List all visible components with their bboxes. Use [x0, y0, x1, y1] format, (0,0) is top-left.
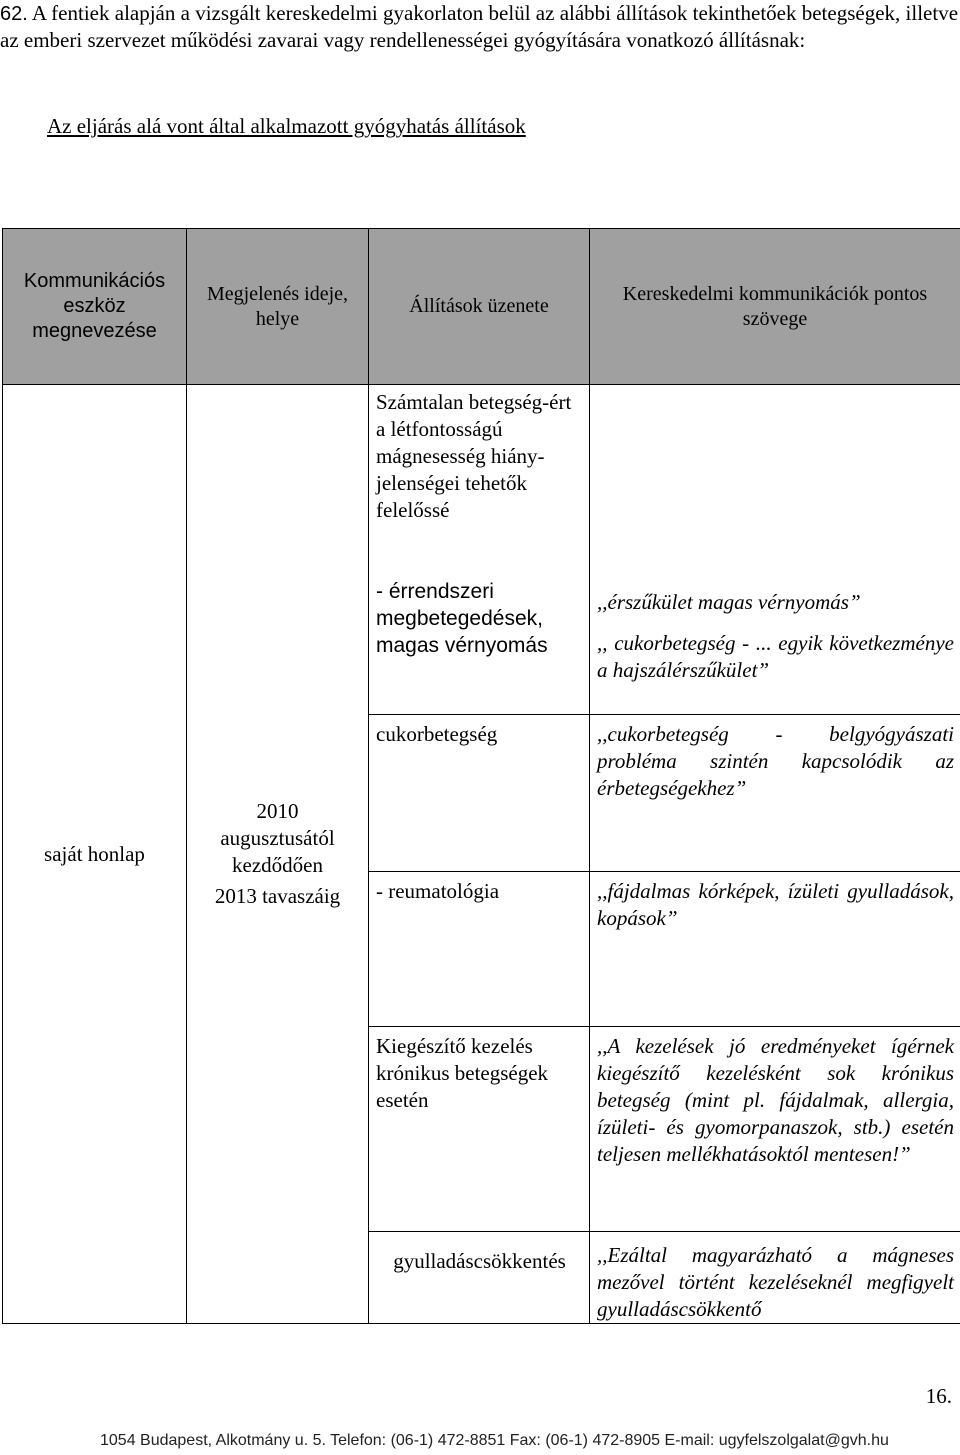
- text-5: ,,A kezelések jó eredményeket ígérnek kiegészítő kezelésként sok krónikus betegség (mint pl. fájdalmak, allergia, ízületi- és gyomorpanaszok, stb.) esetén teljesen mellékhatásoktól mentesen!”: [597, 1034, 954, 1166]
- message-cell: [369, 872, 590, 1027]
- message-cell: [369, 1232, 590, 1324]
- text-2a: ,,érszűkület magas vérnyomás”: [597, 590, 861, 614]
- medium-cell: [3, 385, 187, 1324]
- message-cell: [369, 385, 590, 715]
- text-cell: [590, 872, 960, 1027]
- table-row: [3, 385, 960, 715]
- footer-contact: 1054 Budapest, Alkotmány u. 5. Telefon: (06-1) 472-8851 Fax: (06-1) 472-8905 E-mail: ugyfelszolgalat@gvh.hu: [100, 1432, 889, 1449]
- page-number: 16.: [925, 1384, 952, 1408]
- intro-text: A fentiek alapján a vizsgált kereskedelmi gyakorlaton belül az alábbi állítások tekinthetőek betegségek, illetve az emberi szervezet működési zavarai vagy rendellenességei gyógyítására vonatkozó állításnak:: [0, 1, 959, 52]
- item-number: 62.: [0, 3, 28, 25]
- message-cell: [369, 715, 590, 872]
- text-6: ,,Ezáltal magyarázható a mágneses mezővel történt kezeléseknél megfigyelt gyulladáscsökkentő: [597, 1243, 954, 1321]
- medium-value: saját honlap: [44, 841, 145, 866]
- message-1: Számtalan betegség-ért a létfontosságú mágnesesség hiány-jelenségei tehetők felelőssé: [376, 390, 572, 522]
- period-end: 2013 tavaszáig: [214, 884, 341, 908]
- message-5: Kiegészítő kezelés krónikus betegségek esetén: [376, 1034, 549, 1112]
- header-text: Kereskedelmi kommunikációk pontos szövege: [590, 229, 960, 385]
- message-2: - érrendszeri megbetegedések, magas vérnyomás: [376, 580, 548, 657]
- message-4: - reumatológia: [376, 879, 500, 903]
- period-cell: [187, 385, 369, 1324]
- message-3: cukorbetegség: [376, 722, 498, 746]
- text-cell: [590, 1232, 960, 1324]
- text-4: ,,fájdalmas kórképek, ízületi gyulladások, kopások”: [597, 879, 954, 930]
- text-cell: [590, 715, 960, 872]
- header-period: Megjelenés ideje, helye: [187, 229, 369, 385]
- text-cell: [590, 1027, 960, 1232]
- intro-paragraph: [0, 0, 958, 53]
- table-header-row: [3, 229, 960, 385]
- message-cell: [369, 1027, 590, 1232]
- text-cell: [590, 385, 960, 715]
- message-6: gyulladáscsökkentés: [393, 1249, 566, 1273]
- claims-table: [2, 228, 960, 1324]
- header-medium: Kommunikációs eszköz megnevezése: [3, 229, 187, 385]
- period-start: 2010 augusztusától kezdődően: [220, 799, 335, 877]
- text-2b: ,, cukorbetegség - ... egyik következménye a hajszálérszűkület”: [597, 631, 954, 682]
- subheading: Az eljárás alá vont által alkalmazott gyógyhatás állítások: [47, 114, 526, 138]
- text-3: ,,cukorbetegség - belgyógyászati probléma szintén kapcsolódik az érbetegségekhez”: [597, 722, 954, 800]
- header-message: Állítások üzenete: [369, 229, 590, 385]
